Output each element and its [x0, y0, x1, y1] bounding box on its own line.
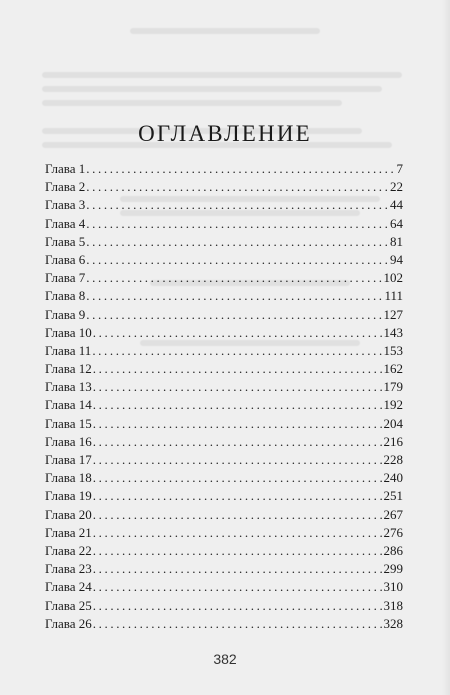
toc-entry-page: 94 [390, 251, 403, 267]
toc-entry-label: Глава 10 [45, 324, 92, 340]
toc-entry-label: Глава 3 [45, 197, 86, 213]
toc-entry [45, 396, 403, 414]
toc-entry [45, 615, 403, 633]
toc-entry [45, 251, 403, 269]
toc-entry-page: 44 [390, 197, 403, 213]
toc-entry-page: 22 [390, 179, 403, 195]
toc-entry-label: Глава 20 [45, 506, 92, 522]
toc-dot-leader [86, 251, 389, 269]
toc-entry-label: Глава 26 [45, 615, 92, 631]
toc-dot-leader [86, 215, 389, 233]
toc-entry-label: Глава 1 [45, 161, 86, 176]
toc-entry [45, 215, 403, 233]
toc-entry-page: 192 [383, 397, 403, 413]
toc-entry-page: 251 [383, 488, 403, 504]
toc-entry-page: 299 [383, 561, 403, 577]
toc-entry [45, 287, 403, 305]
toc-entry [45, 324, 403, 342]
toc-entry-label: Глава 17 [45, 452, 92, 467]
toc-entry-page: 81 [390, 233, 403, 249]
toc-entry [45, 451, 403, 469]
toc-entry-label: Глава 13 [45, 379, 92, 395]
toc-dot-leader [93, 542, 383, 560]
toc-entry-page: 179 [383, 379, 403, 395]
page-edge-shadow [442, 0, 450, 695]
toc-entry-page: 127 [383, 306, 403, 322]
toc-dot-leader [93, 615, 383, 633]
toc-dot-leader [93, 487, 383, 505]
toc-entry [45, 560, 403, 578]
toc-entry-page: 310 [383, 579, 403, 595]
toc-entry [45, 597, 403, 615]
toc-dot-leader [86, 196, 389, 214]
toc-dot-leader [93, 578, 383, 596]
toc-entry [45, 433, 403, 451]
toc-entry-page: 240 [383, 470, 403, 486]
toc-entry-label: Глава 15 [45, 415, 92, 431]
toc-entry-page: 64 [390, 215, 403, 231]
toc-entry [45, 378, 403, 396]
toc-dot-leader [93, 433, 383, 451]
toc-entry-label: Глава 24 [45, 579, 92, 595]
toc-entry-label: Глава 14 [45, 397, 92, 413]
toc-dot-leader [93, 415, 383, 433]
toc-dot-leader [93, 396, 383, 414]
toc-entry [45, 487, 403, 505]
toc-entry-label: Глава 8 [45, 288, 86, 304]
toc-entry [45, 524, 403, 542]
toc-entry-label: Глава 4 [45, 215, 86, 231]
toc-entry-page: 328 [383, 615, 403, 631]
toc-entry-label: Глава 19 [45, 488, 92, 504]
toc-dot-leader [92, 342, 382, 360]
toc-dot-leader [93, 324, 383, 342]
toc-dot-leader [93, 524, 383, 542]
toc-entry [45, 469, 403, 487]
toc-entry-label: Глава 12 [45, 361, 92, 377]
toc-dot-leader [86, 233, 389, 251]
toc-entry [45, 196, 403, 214]
toc-entry [45, 506, 403, 524]
toc-dot-leader [93, 451, 383, 469]
toc-dot-leader [93, 469, 383, 487]
toc-entry-page: 153 [383, 342, 403, 358]
toc-entry [45, 342, 403, 360]
toc-entry-label: Глава 23 [45, 561, 92, 577]
toc-entry [45, 233, 403, 251]
toc-entry [45, 178, 403, 196]
toc-entry-page: 111 [384, 288, 403, 304]
toc-entry-label: Глава 6 [45, 251, 86, 267]
toc-entry [45, 160, 403, 178]
toc-entry-page: 162 [383, 361, 403, 377]
toc-entry [45, 415, 403, 433]
toc-dot-leader [93, 560, 383, 578]
toc-entry-label: Глава 18 [45, 470, 92, 486]
toc-entry-page: 318 [383, 597, 403, 613]
toc-entry [45, 269, 403, 287]
toc-entry [45, 578, 403, 596]
toc-dot-leader [86, 178, 389, 196]
toc-dot-leader [86, 287, 383, 305]
toc-entry-page: 216 [383, 433, 403, 449]
toc-entry-label: Глава 11 [45, 342, 92, 358]
toc-dot-leader [93, 597, 383, 615]
toc-entry-page: 7 [396, 161, 403, 176]
toc-dot-leader [93, 360, 383, 378]
toc-entry-label: Глава 21 [45, 524, 92, 540]
toc-entry-page: 286 [383, 542, 403, 558]
toc-dot-leader [86, 160, 395, 178]
toc-entry-label: Глава 2 [45, 179, 86, 195]
page-number: 382 [213, 651, 237, 667]
toc-entry-page: 276 [383, 524, 403, 540]
toc-dot-leader [93, 506, 383, 524]
toc-entry-label: Глава 9 [45, 306, 86, 322]
toc-entry [45, 542, 403, 560]
toc-entry [45, 360, 403, 378]
toc-entry-label: Глава 5 [45, 233, 86, 249]
toc-entry-label: Глава 7 [45, 270, 86, 286]
toc-dot-leader [93, 378, 383, 396]
toc-entry-label: Глава 22 [45, 542, 92, 558]
toc-dot-leader [86, 306, 382, 324]
toc-entry-page: 102 [383, 270, 403, 286]
toc-entry-page: 228 [383, 452, 403, 467]
table-of-contents [45, 160, 403, 633]
toc-entry-page: 267 [383, 506, 403, 522]
toc-entry [45, 306, 403, 324]
toc-dot-leader [86, 269, 382, 287]
toc-entry-page: 204 [383, 415, 403, 431]
toc-heading: ОГЛАВЛЕНИЕ [138, 121, 312, 147]
toc-entry-page: 143 [383, 324, 403, 340]
toc-entry-label: Глава 16 [45, 433, 92, 449]
toc-entry-label: Глава 25 [45, 597, 92, 613]
